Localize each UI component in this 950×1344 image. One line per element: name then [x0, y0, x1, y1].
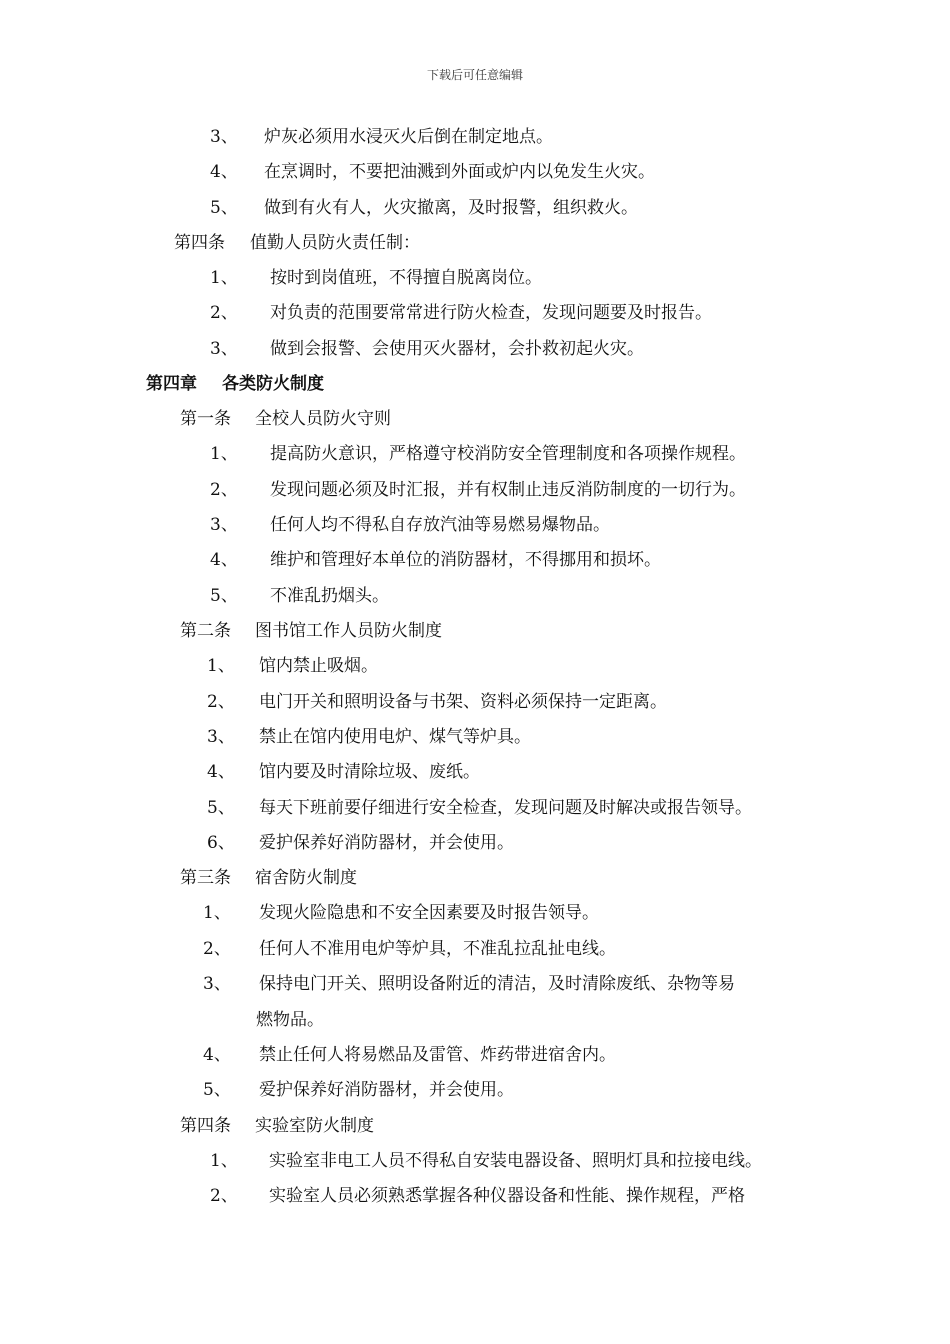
item-number: 2、: [210, 303, 238, 323]
item-number: 2、: [210, 480, 238, 500]
item-text: 不准乱扔烟头。: [270, 586, 389, 606]
item-number: 4、: [210, 550, 238, 570]
item-number: 5、: [210, 586, 238, 606]
item-text: 禁止在馆内使用电炉、煤气等炉具。: [259, 727, 531, 747]
item-number: 5、: [203, 1080, 231, 1100]
item-text: 发现火险隐患和不安全因素要及时报告领导。: [259, 903, 599, 923]
article-title: 图书馆工作人员防火制度: [255, 621, 442, 641]
article-number: 第四条: [174, 233, 225, 253]
item-text: 爱护保养好消防器材，并会使用。: [259, 833, 514, 853]
item-text: 馆内要及时清除垃圾、废纸。: [259, 762, 480, 782]
item-text: 爱护保养好消防器材，并会使用。: [259, 1080, 514, 1100]
item-text: 发现问题必须及时汇报，并有权制止违反消防制度的一切行为。: [270, 480, 746, 500]
item-text: 炉灰必须用水浸灭火后倒在制定地点。: [264, 127, 553, 147]
item-number: 6、: [207, 833, 235, 853]
item-number: 1、: [210, 1151, 238, 1171]
item-text: 馆内禁止吸烟。: [259, 656, 378, 676]
item-number: 3、: [207, 727, 235, 747]
article-number: 第二条: [180, 621, 231, 641]
chapter-heading: [146, 371, 324, 397]
item-text: 禁止任何人将易燃品及雷管、炸药带进宿舍内。: [259, 1045, 616, 1065]
item-number: 5、: [210, 198, 238, 218]
page-header: 下载后可任意编辑: [426, 68, 523, 82]
article-title: 宿舍防火制度: [255, 868, 357, 888]
item-number: 3、: [210, 339, 238, 359]
item-text-continued: 燃物品。: [256, 1010, 324, 1030]
item-text: 电门开关和照明设备与书架、资料必须保持一定距离。: [259, 692, 667, 712]
item-number: 3、: [210, 127, 238, 147]
item-text: 保持电门开关、照明设备附近的清洁，及时清除废纸、杂物等易: [259, 974, 735, 994]
item-text: 做到会报警、会使用灭火器材，会扑救初起火灾。: [270, 339, 644, 359]
item-number: 2、: [203, 939, 231, 959]
chapter-number: 第四章: [146, 374, 197, 394]
article-title: 全校人员防火守则: [255, 409, 391, 429]
item-text: 维护和管理好本单位的消防器材，不得挪用和损坏。: [270, 550, 661, 570]
item-number: 2、: [207, 692, 235, 712]
item-text: 按时到岗值班，不得擅自脱离岗位。: [270, 268, 542, 288]
item-number: 3、: [210, 515, 238, 535]
item-text: 在烹调时，不要把油溅到外面或炉内以免发生火灾。: [264, 162, 655, 182]
item-number: 4、: [207, 762, 235, 782]
article-number: 第三条: [180, 868, 231, 888]
article-title: 实验室防火制度: [255, 1116, 374, 1136]
item-number: 1、: [210, 268, 238, 288]
article-number: 第四条: [180, 1116, 231, 1136]
item-text: 实验室人员必须熟悉掌握各种仪器设备和性能、操作规程，严格: [269, 1186, 745, 1206]
item-number: 1、: [203, 903, 231, 923]
article-title: 值勤人员防火责任制：: [250, 233, 420, 253]
item-text: 每天下班前要仔细进行安全检查，发现问题及时解决或报告领导。: [259, 798, 752, 818]
item-text: 任何人不准用电炉等炉具，不准乱拉乱扯电线。: [259, 939, 616, 959]
item-number: 4、: [210, 162, 238, 182]
article-number: 第一条: [180, 409, 231, 429]
item-number: 2、: [210, 1186, 238, 1206]
item-number: 4、: [203, 1045, 231, 1065]
item-text: 提高防火意识，严格遵守校消防安全管理制度和各项操作规程。: [270, 444, 746, 464]
item-text: 任何人均不得私自存放汽油等易燃易爆物品。: [270, 515, 610, 535]
item-text: 对负责的范围要常常进行防火检查，发现问题要及时报告。: [270, 303, 712, 323]
item-number: 5、: [207, 798, 235, 818]
item-text: 实验室非电工人员不得私自安装电器设备、照明灯具和拉接电线。: [269, 1151, 762, 1171]
chapter-title: 各类防火制度: [222, 374, 324, 394]
item-number: 3、: [203, 974, 231, 994]
item-text: 做到有火有人，火灾撤离，及时报警，组织救火。: [264, 198, 638, 218]
item-number: 1、: [210, 444, 238, 464]
item-number: 1、: [207, 656, 235, 676]
